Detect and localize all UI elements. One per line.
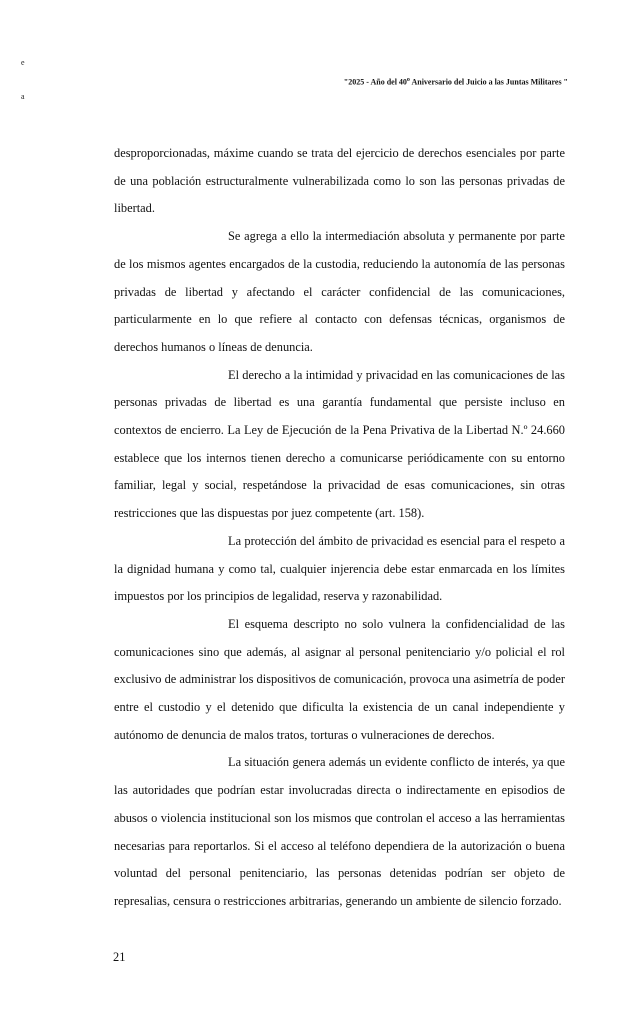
margin-mark-top: e	[21, 58, 25, 67]
page-number: 21	[113, 950, 126, 964]
header-note-superscript: o	[406, 77, 410, 83]
document-body	[114, 140, 565, 916]
header-note-suffix: Aniversario del Juicio a las Juntas Militares "	[409, 77, 568, 87]
paragraph-scheme-violation: El esquema descripto no solo vulnera la confidencialidad de las comunicaciones sino que además, al asignar al personal penitenciario y/o policial el rol exclusivo de administrar los dispositivos de comunicación, provoca una asimetría de poder entre el custodio y el detenido que dificulta la existencia de un canal independiente y autónomo de denuncia de malos tratos, torturas o vulneraciones de derechos.	[114, 616, 565, 742]
paragraph-privacy-right: El derecho a la intimidad y privacidad en las comunicaciones de las personas privadas de libertad es una garantía fundamental que persiste incluso en contextos de encierro. La Ley de Ejecución de la Pena Privativa de la Libertad N.º 24.660 establece que los internos tienen derecho a comunicarse periódicamente con su entorno familiar, legal y social, respetándose la privacidad de esas comunicaciones, sin otras restricciones que las dispuestas por juez competente (art. 158).	[114, 367, 565, 521]
paragraph-conflict-of-interest: La situación genera además un evidente conflicto de interés, ya que las autoridades que podrían estar involucradas directa o indirectamente en episodios de abusos o violencia institucional son los mismos que controlan el acceso a las herramientas necesarias para reportarlos. Si el acceso al teléfono dependiera de la autorización o buena voluntad del personal penitenciario, las personas detenidas podrían ser objeto de represalias, censura o restricciones arbitrarias, generando un ambiente de silencio forzado.	[114, 755, 565, 908]
header-commemorative-note	[344, 77, 568, 87]
paragraph-intermediation: Se agrega a ello la intermediación absoluta y permanente por parte de los mismos agentes encargados de la custodia, reduciendo la autonomía de las personas privadas de libertad y afectando el carácter confidencial de las comunicaciones, particularmente en lo que refiere al contacto con defensas técnicas, organismos de derechos humanos o líneas de denuncia.	[114, 229, 565, 354]
margin-mark-bottom: a	[21, 92, 25, 101]
paragraph-privacy-protection: La protección del ámbito de privacidad es esencial para el respeto a la dignidad humana y como tal, cualquier injerencia debe estar enmarcada en los límites impuestos por los principios de legalidad, reserva y razonabilidad.	[114, 533, 565, 604]
paragraph-continuation: desproporcionadas, máxime cuando se trata del ejercicio de derechos esenciales por parte de una población estructuralmente vulnerabilizada como lo son las personas privadas de libertad.	[114, 146, 565, 216]
header-note-prefix: "2025 - Año del 40	[343, 77, 407, 87]
